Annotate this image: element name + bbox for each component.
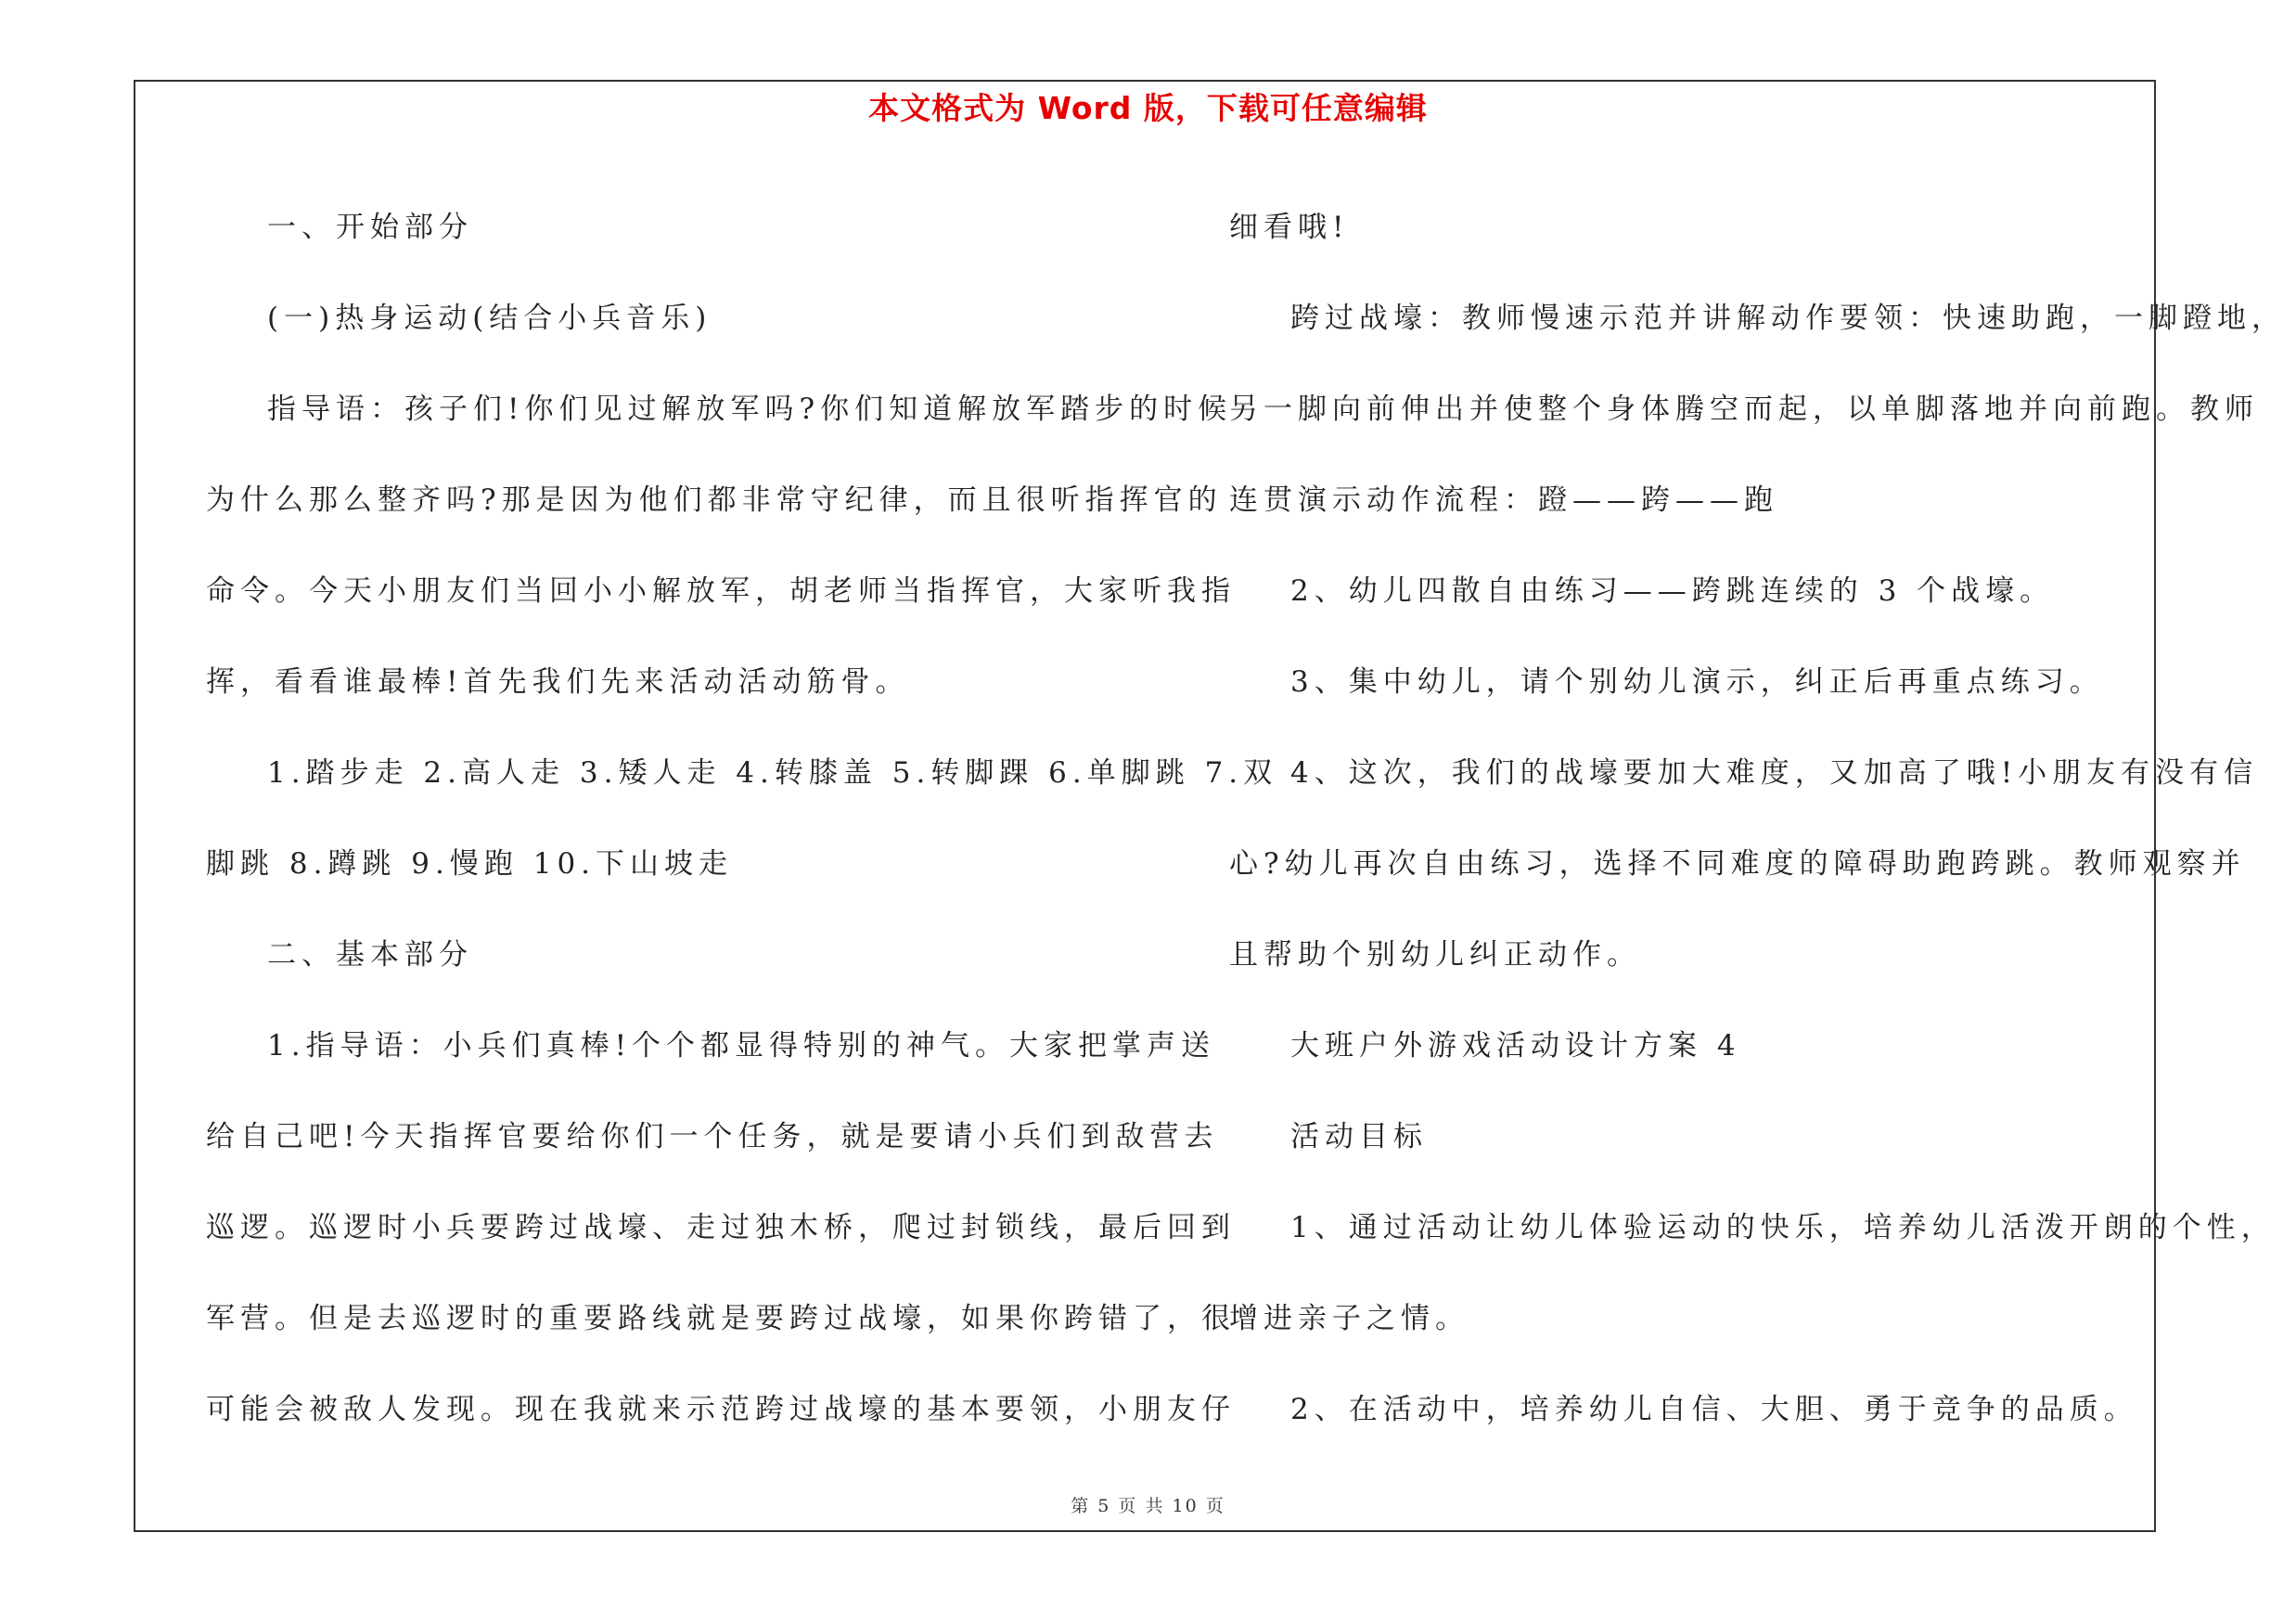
paragraph-line: 3、集中幼儿，请个别幼儿演示，纠正后再重点练习。 xyxy=(1290,665,2104,699)
section-heading-basic: 二、基本部分 xyxy=(267,938,473,972)
subheading-warmup: (一)热身运动(结合小兵音乐) xyxy=(267,302,712,335)
paragraph-line: 脚跳 8.蹲跳 9.慢跑 10.下山坡走 xyxy=(206,847,734,881)
paragraph-line: 另一脚向前伸出并使整个身体腾空而起，以单脚落地并向前跑。教师 xyxy=(1229,393,2259,426)
paragraph-line: 2、在活动中，培养幼儿自信、大胆、勇于竞争的品质。 xyxy=(1290,1393,2138,1426)
paragraph-line: 1.踏步走 2.高人走 3.矮人走 4.转膝盖 5.转脚踝 6.单脚跳 7.双 xyxy=(267,756,1278,790)
paragraph-line: 挥，看看谁最棒!首先我们先来活动活动筋骨。 xyxy=(206,665,910,699)
paragraph-line: 为什么那么整齐吗?那是因为他们都非常守纪律，而且很听指挥官的 xyxy=(206,483,1223,517)
section-heading-start: 一、开始部分 xyxy=(267,211,473,244)
paragraph-line: 连贯演示动作流程：蹬——跨——跑 xyxy=(1229,483,1778,517)
paragraph-line: 2、幼儿四散自由练习——跨跳连续的 3 个战壕。 xyxy=(1290,574,2055,608)
section-heading-goals: 活动目标 xyxy=(1290,1120,1428,1153)
paragraph-line: 1、通过活动让幼儿体验运动的快乐，培养幼儿活泼开朗的个性， xyxy=(1290,1211,2276,1244)
paragraph-line: 4、这次，我们的战壕要加大难度，又加高了哦!小朋友有没有信 xyxy=(1290,756,2259,790)
paragraph-line: 命令。今天小朋友们当回小小解放军，胡老师当指挥官，大家听我指 xyxy=(206,574,1236,608)
paragraph-line: 1.指导语：小兵们真棒!个个都显得特别的神气。大家把掌声送 xyxy=(267,1029,1216,1063)
paragraph-line: 可能会被敌人发现。现在我就来示范跨过战壕的基本要领，小朋友仔 xyxy=(206,1393,1236,1426)
right-text-column xyxy=(1229,182,2286,1455)
editable-word-banner: 本文格式为 Word 版，下载可任意编辑 xyxy=(868,90,1428,126)
paragraph-line: 给自己吧!今天指挥官要给你们一个任务，就是要请小兵们到敌营去 xyxy=(206,1120,1219,1153)
plan-title: 大班户外游戏活动设计方案 4 xyxy=(1290,1029,1741,1063)
paragraph-line: 细看哦! xyxy=(1229,211,1350,244)
paragraph-line: 且帮助个别幼儿纠正动作。 xyxy=(1229,938,1641,972)
page-number: 第 5 页 共 10 页 xyxy=(1071,1496,1225,1516)
paragraph-line: 增进亲子之情。 xyxy=(1229,1302,1469,1335)
paragraph-line: 巡逻。巡逻时小兵要跨过战壕、走过独木桥，爬过封锁线，最后回到 xyxy=(206,1211,1236,1244)
left-text-column xyxy=(206,182,1278,1455)
paragraph-line: 跨过战壕：教师慢速示范并讲解动作要领：快速助跑，一脚蹬地， xyxy=(1290,302,2286,335)
paragraph-line: 指导语：孩子们!你们见过解放军吗?你们知道解放军踏步的时候 xyxy=(267,393,1233,426)
paragraph-line: 心?幼儿再次自由练习，选择不同难度的障碍助跑跨跳。教师观察并 xyxy=(1229,847,2246,881)
paragraph-line: 军营。但是去巡逻时的重要路线就是要跨过战壕，如果你跨错了，很 xyxy=(206,1302,1236,1335)
